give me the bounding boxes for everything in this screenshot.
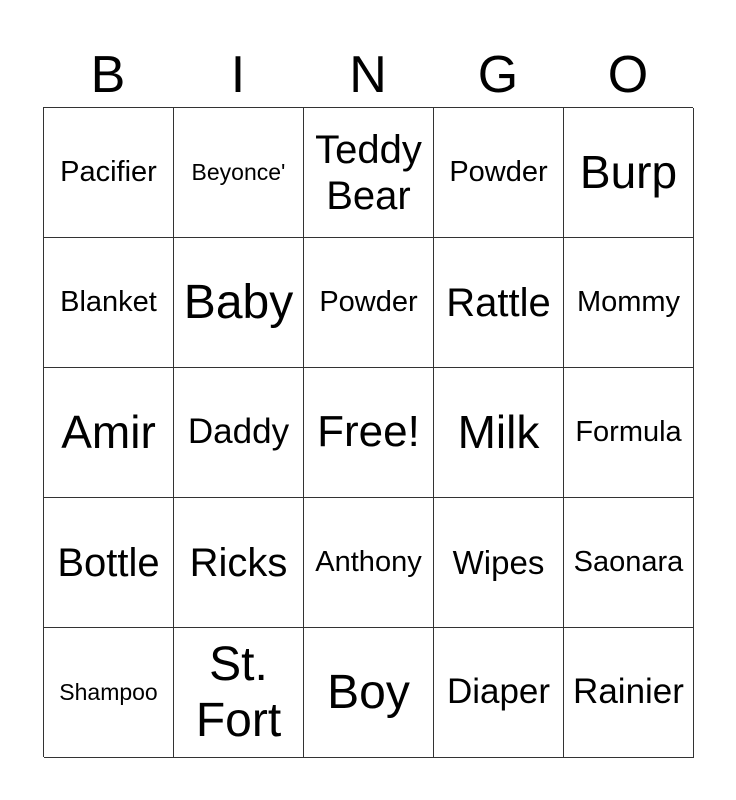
header-letter-o: O [607,46,649,104]
bingo-header [43,42,693,108]
bingo-cell-r5-c1[interactable]: Shampoo [44,628,174,758]
bingo-cell-r2-c2[interactable]: Baby [174,238,304,368]
bingo-cell-r5-c2[interactable]: St. Fort [174,628,304,758]
bingo-cell-r5-c3[interactable]: Boy [304,628,434,758]
bingo-cell-r1-c1[interactable]: Pacifier [44,108,174,238]
bingo-cell-r1-c5[interactable]: Burp [564,108,694,238]
header-letter-b: B [90,46,126,104]
bingo-cell-r1-c3[interactable]: Teddy Bear [304,108,434,238]
bingo-cell-r4-c4[interactable]: Wipes [434,498,564,628]
bingo-grid [43,107,693,757]
bingo-cell-r1-c2[interactable]: Beyonce' [174,108,304,238]
header-letter-g: G [477,46,519,104]
bingo-cell-r3-c1[interactable]: Amir [44,368,174,498]
bingo-cell-r1-c4[interactable]: Powder [434,108,564,238]
bingo-cell-r4-c3[interactable]: Anthony [304,498,434,628]
bingo-cell-r5-c4[interactable]: Diaper [434,628,564,758]
bingo-cell-r3-c3[interactable]: Free! [304,368,434,498]
bingo-cell-r3-c5[interactable]: Formula [564,368,694,498]
bingo-cell-r2-c3[interactable]: Powder [304,238,434,368]
bingo-cell-r4-c1[interactable]: Bottle [44,498,174,628]
header-letter-n: N [349,46,387,104]
bingo-cell-r2-c4[interactable]: Rattle [434,238,564,368]
bingo-cell-r3-c4[interactable]: Milk [434,368,564,498]
bingo-cell-r2-c1[interactable]: Blanket [44,238,174,368]
bingo-cell-r3-c2[interactable]: Daddy [174,368,304,498]
header-letter-i: I [230,46,246,104]
bingo-cell-r5-c5[interactable]: Rainier [564,628,694,758]
bingo-cell-r2-c5[interactable]: Mommy [564,238,694,368]
bingo-cell-r4-c5[interactable]: Saonara [564,498,694,628]
bingo-cell-r4-c2[interactable]: Ricks [174,498,304,628]
